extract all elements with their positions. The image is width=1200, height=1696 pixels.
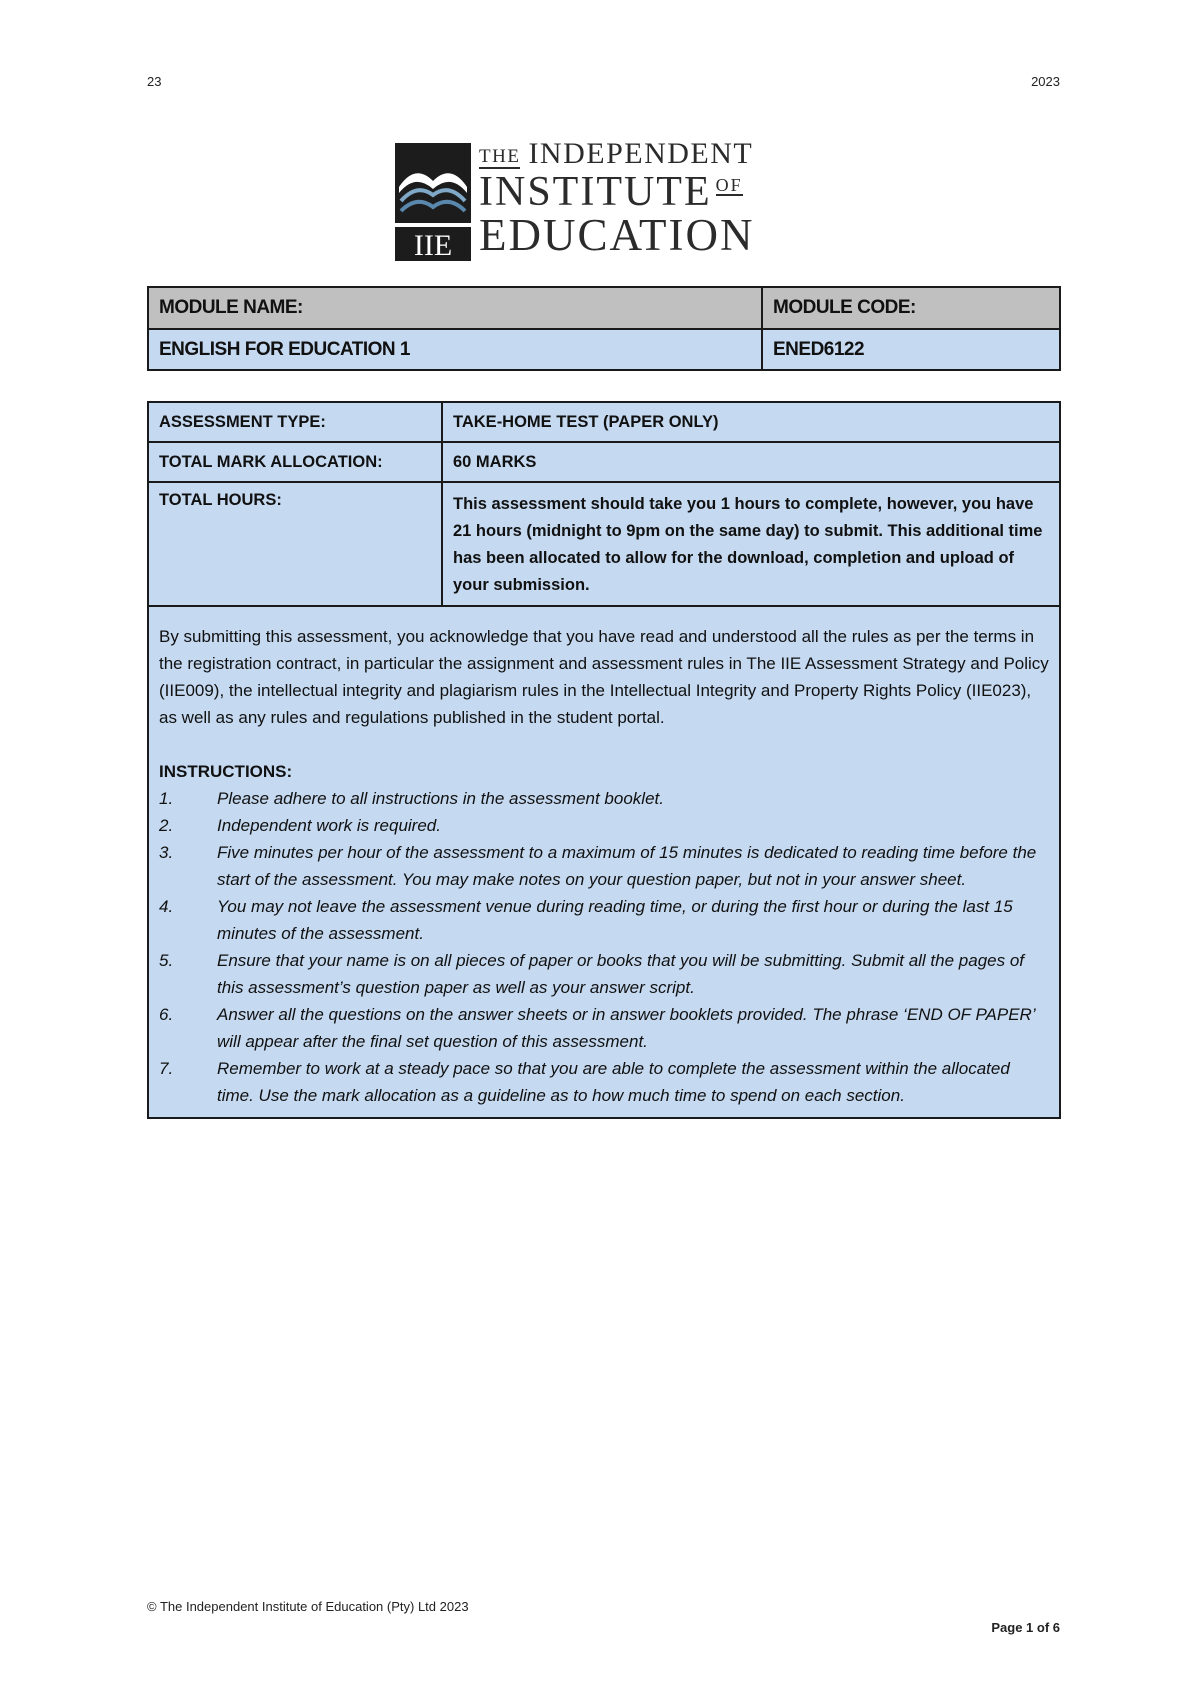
logo-wordmark bbox=[479, 139, 754, 258]
copyright-footer: © The Independent Institute of Education (Pty) Ltd 2023 bbox=[147, 1599, 469, 1614]
logo-line1: INDEPENDENT bbox=[528, 137, 754, 170]
module-code-value: ENED6122 bbox=[762, 329, 1060, 370]
list-item: 4. You may not leave the assessment venue during reading time, or during the first hour or during the last 15 minutes of the assessment. bbox=[159, 897, 1013, 943]
instructions-list bbox=[159, 785, 1049, 1109]
assessment-table bbox=[147, 401, 1061, 1119]
header-year: 2023 bbox=[1031, 74, 1060, 89]
logo-line2: INSTITUTE bbox=[479, 169, 712, 215]
list-item: 2. Independent work is required. bbox=[159, 816, 441, 835]
instructions-title: INSTRUCTIONS: bbox=[159, 762, 293, 781]
module-table bbox=[147, 286, 1061, 371]
list-item: 6. Answer all the questions on the answer sheets or in answer booklets provided. The phrase ‘END OF PAPER’ will appear after the final set question of this assessment. bbox=[159, 1005, 1035, 1051]
total-marks-value: 60 MARKS bbox=[442, 442, 1060, 482]
assessment-type-label: ASSESSMENT TYPE: bbox=[148, 402, 442, 442]
logo-the: THE bbox=[479, 146, 521, 167]
logo-line3: EDUCATION bbox=[479, 210, 755, 260]
acknowledgement-text: By submitting this assessment, you acknowledge that you have read and understood all the rules as per the terms in the registration contract, in particular the assignment and assessment rules in The IIE Assessment Strategy and Policy (IIE009), the intellectual integrity and plagiarism rules in the Intellectual Integrity and Property Rights Policy (IIE023), as well as any rules and regulations published in the student portal. bbox=[159, 627, 1049, 727]
iie-logo bbox=[395, 137, 810, 261]
logo-badge-text: IIE bbox=[413, 229, 453, 261]
list-item: 1. Please adhere to all instructions in the assessment booklet. bbox=[159, 789, 664, 808]
module-name-value: ENGLISH FOR EDUCATION 1 bbox=[148, 329, 762, 370]
total-hours-value: This assessment should take you 1 hours to complete, however, you have 21 hours (midnight to 9pm on the same day) to submit. This additional time has been allocated to allow for the download, completion and upload of your submission. bbox=[442, 482, 1060, 606]
logo-of: OF bbox=[715, 175, 743, 195]
module-name-label: MODULE NAME: bbox=[148, 287, 762, 329]
rules-and-instructions bbox=[148, 606, 1060, 1118]
total-hours-label: TOTAL HOURS: bbox=[148, 482, 442, 606]
module-code-label: MODULE CODE: bbox=[762, 287, 1060, 329]
assessment-type-value: TAKE-HOME TEST (PAPER ONLY) bbox=[442, 402, 1060, 442]
list-item: 3. Five minutes per hour of the assessment to a maximum of 15 minutes is dedicated to reading time before the start of the assessment. You may make notes on your question paper, but not in your answer sheet. bbox=[159, 843, 1037, 889]
total-marks-label: TOTAL MARK ALLOCATION: bbox=[148, 442, 442, 482]
list-item: 5. Ensure that your name is on all pieces of paper or books that you will be submitting. Submit all the pages of this assessment’s question paper as well as your answer script. bbox=[159, 951, 1025, 997]
page-number: Page 1 of 6 bbox=[991, 1620, 1060, 1635]
header-left-number: 23 bbox=[147, 74, 162, 89]
book-emblem-icon bbox=[395, 143, 471, 261]
list-item: 7. Remember to work at a steady pace so that you are able to complete the assessment within the allocated time. Use the mark allocation as a guideline as to how much time to spend on each section. bbox=[159, 1059, 1010, 1105]
